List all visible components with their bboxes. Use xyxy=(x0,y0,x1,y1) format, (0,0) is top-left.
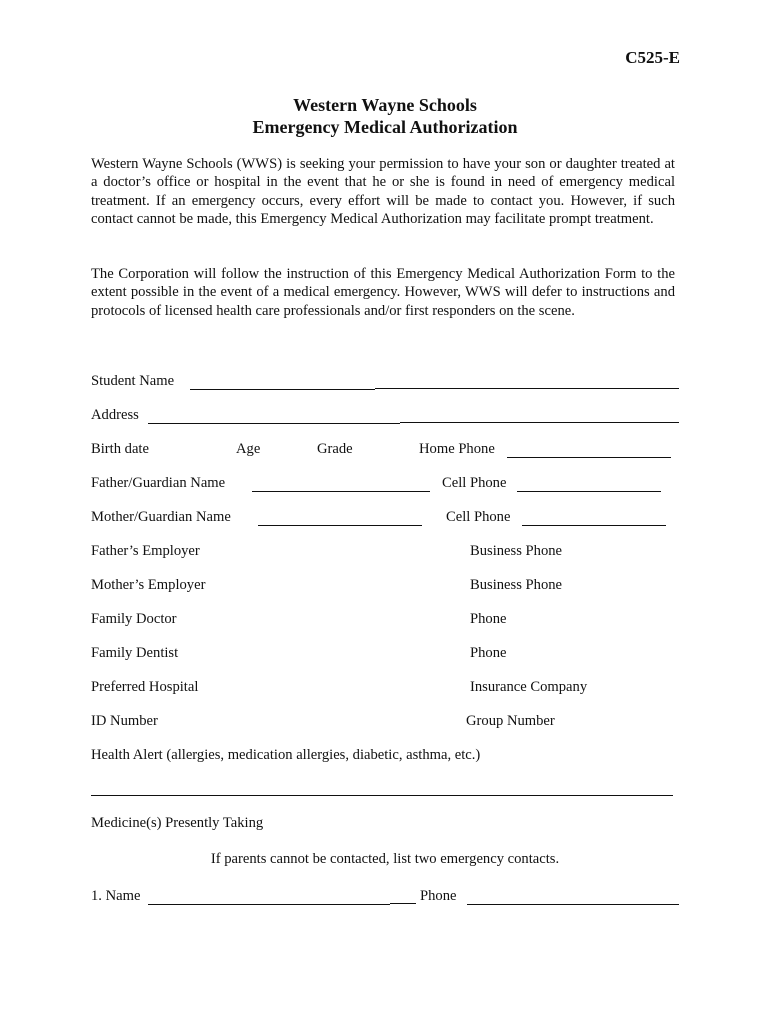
student-name-line-b[interactable] xyxy=(375,388,679,389)
family-dentist-label: Family Dentist xyxy=(91,645,179,661)
group-number-label: Group Number xyxy=(466,713,555,729)
student-name-label: Student Name xyxy=(91,373,175,389)
family-doctor-label: Family Doctor xyxy=(91,611,177,627)
contact1-name-line-b[interactable] xyxy=(390,903,416,904)
mother-cell-phone-line[interactable] xyxy=(522,525,666,526)
dentist-phone-label: Phone xyxy=(470,645,507,661)
medicines-label: Medicine(s) Presently Taking xyxy=(91,815,264,831)
student-name-line-a[interactable] xyxy=(190,389,375,390)
home-phone-label: Home Phone xyxy=(419,441,495,457)
doctor-phone-label: Phone xyxy=(470,611,507,627)
father-cell-phone-line[interactable] xyxy=(517,491,661,492)
address-line-b[interactable] xyxy=(400,422,679,423)
emergency-contacts-note: If parents cannot be contacted, list two emergency contacts. xyxy=(210,851,560,867)
fathers-employer-label: Father’s Employer xyxy=(91,543,200,559)
father-guardian-name-line[interactable] xyxy=(252,491,430,492)
mothers-employer-label: Mother’s Employer xyxy=(91,577,206,593)
birth-date-label: Birth date xyxy=(91,441,149,457)
mother-business-phone-label: Business Phone xyxy=(470,577,563,593)
form-code: C525-E xyxy=(625,48,680,67)
father-guardian-name-label: Father/Guardian Name xyxy=(91,475,226,491)
intro-paragraph-permission: Western Wayne Schools (WWS) is seeking your permission to have your son or daughter treated at a doctor’s office or hospital in the event that he or she is found in need of emergency medical treatment. If an emergency occurs, every effort will be made to contact you. However, if such contact cannot be made, this Emergency Medical Authorization may facilitate prompt treatment. xyxy=(91,156,675,228)
grade-label: Grade xyxy=(317,441,353,457)
health-alert-label: Health Alert (allergies, medication allergies, diabetic, asthma, etc.) xyxy=(91,747,481,763)
home-phone-line[interactable] xyxy=(507,457,671,458)
address-label: Address xyxy=(91,407,139,423)
contact1-phone-line[interactable] xyxy=(467,904,679,905)
father-cell-phone-label: Cell Phone xyxy=(442,475,507,491)
contact1-name-label: 1. Name xyxy=(91,888,141,904)
father-business-phone-label: Business Phone xyxy=(470,543,563,559)
age-label: Age xyxy=(236,441,261,457)
preferred-hospital-label: Preferred Hospital xyxy=(91,679,199,695)
contact1-name-line-a[interactable] xyxy=(148,904,390,905)
intro-paragraph-instructions: The Corporation will follow the instruction of this Emergency Medical Authorization Form to the extent possible in the event of a medical emergency. However, WWS will defer to instructions and protocols of licensed health care professionals and/or first responders on the scene. xyxy=(91,266,675,319)
insurance-company-label: Insurance Company xyxy=(470,679,588,695)
health-alert-line[interactable] xyxy=(91,795,673,796)
mother-guardian-name-label: Mother/Guardian Name xyxy=(91,509,231,525)
mother-cell-phone-label: Cell Phone xyxy=(446,509,511,525)
address-line-a[interactable] xyxy=(148,423,400,424)
id-number-label: ID Number xyxy=(91,713,158,729)
contact1-phone-label: Phone xyxy=(420,888,457,904)
mother-guardian-name-line[interactable] xyxy=(258,525,422,526)
form-title-school: Western Wayne Schools xyxy=(293,95,477,115)
form-title-document: Emergency Medical Authorization xyxy=(252,117,518,137)
